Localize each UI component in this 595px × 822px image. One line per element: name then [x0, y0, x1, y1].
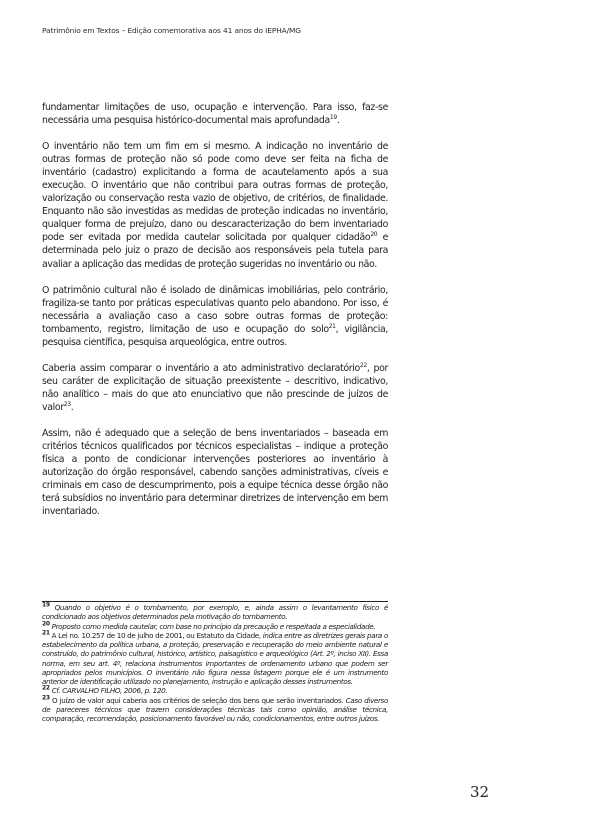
footnote-text: O juízo de valor aqui caberia aos critérios de seleção dos bens que serão inventariados. [49, 695, 346, 705]
paragraph-text: . [70, 401, 74, 413]
footnote [42, 631, 388, 687]
footnote-text-italic: Caso diverso de pareceres técnicos que trazem considerações técnicas tais como opinião, análise técnica, comparação, recomendação, posicionamento favorável ou não, condicionamentos, entre outros juízos. [42, 695, 388, 723]
footnote-number: 23 [42, 694, 50, 702]
footnote-text: Cf. CARVALHO FILHO, 2006, p. 120. [49, 686, 168, 696]
paragraph-text: e determinada pelo juiz o prazo de decisão aos responsáveis pela tutela para avaliar a aplicação das medidas de proteção sugeridas no inventário ou não. [42, 232, 388, 270]
footnote-text-italic: indica entre as diretrizes gerais para o estabelecimento da política urbana, a proteção, preservação e recuperação do meio ambiente natural e construído, do patrimônio cultural, histórico, artístico, paisagístico e arqueológico (Art. 2º, inciso XII). Essa norma, em seu art. 4º, relaciona instrumentos importantes de ordenamento urbano que podem ser apropriados pelos municípios. O inventário não figura nessa listagem porque ele é um instrumento anterior de identificação utilizado no planejamento, instrução e aplicação desses instrumentos. [42, 630, 389, 686]
paragraph-text: O patrimônio cultural não é isolado de dinâmicas imobiliárias, pelo contrário, fragiliza-se tanto por práticas especulativas quanto pelo abandono. Por isso, é necessária a avaliação caso a caso sobre outras formas de proteção: tombamento, registro, limitação de uso e ocupação do solo [42, 284, 388, 335]
footnote-ref: 23 [63, 400, 71, 408]
paragraph [42, 427, 388, 518]
footnote-text: A Lei no. 10.257 de 10 de julho de 2001, ou Estatuto da Cidade, [49, 630, 263, 640]
paragraph [42, 101, 388, 127]
footnote-number: 21 [42, 629, 50, 637]
paragraph [42, 362, 388, 414]
footnote [42, 696, 388, 724]
paragraph [42, 140, 388, 270]
page-number: 32 [470, 783, 490, 801]
paragraph-text: O inventário não tem um fim em si mesmo. A indicação no inventário de outras formas de proteção não só pode como deve ser feita na ficha de inventário (cadastro) explicitando a forma de acautelamento após a sua execução. O inventário que não contribui para outras formas de proteção, valorização ou conservação resta vazio de objetivo, de critérios, de finalidade. Enquanto não são investidas as medidas de proteção indicadas no inventário, qualquer forma de prejuízo, dano ou descaracterização do bem inventariado pode ser evitada por medida cautelar solicitada por qualquer cidadão [42, 141, 388, 244]
footnotes [42, 603, 388, 723]
footnote-ref: 21 [328, 322, 336, 330]
footnote [42, 622, 388, 631]
paragraph [42, 284, 388, 349]
paragraph-text: fundamentar limitações de uso, ocupação e intervenção. Para isso, faz-se necessária uma pesquisa histórico-documental mais aprofundada [42, 102, 388, 127]
paragraph-text: , por seu caráter de explicitação de situação preexistente – descritivo, indicativo, não analítico – mais do que ato enunciativo que não prescinde de juízos de valor [42, 362, 388, 413]
footnote-ref: 22 [359, 361, 367, 369]
body-text [42, 101, 388, 531]
running-header: Patrimônio em Textos – Edição comemorativa aos 41 anos do IEPHA/MG [42, 26, 301, 35]
footnote-number: 20 [42, 620, 50, 628]
footnote-ref: 19 [329, 113, 337, 121]
paragraph-text: . [336, 115, 340, 127]
footnote [42, 686, 388, 695]
footnote-number: 22 [42, 684, 50, 692]
paragraph-text: , vigilância, pesquisa científica, pesquisa arqueológica, entre outros. [42, 323, 388, 348]
paragraph-text: Assim, não é adequado que a seleção de bens inventariados – baseada em critérios técnicos qualificados por técnicos especialistas – indique a proteção física a ponto de condicionar intervenções posteriores ao inventário à autorização do órgão responsável, cabendo sanções administrativas, cíveis e criminais em caso de descumprimento, pois a equipe técnica desse órgão não terá subsídios no inventário para determinar diretrizes de intervenção em bem inventariado. [42, 427, 388, 518]
paragraph-text: Caberia assim comparar o inventário a ato administrativo declaratório [42, 362, 360, 374]
footnote-divider [42, 601, 388, 602]
footnote [42, 603, 388, 622]
footnote-number: 19 [42, 601, 50, 609]
footnote-text: Quando o objetivo é o tombamento, por exemplo, e, ainda assim o levantamento físico é condicionado aos objetivos determinados pela motivação do tombamento. [42, 603, 388, 622]
footnote-ref: 20 [370, 231, 378, 239]
footnote-text: Proposto como medida cautelar, com base no princípio da precaução e respeitada a especialidade. [49, 621, 376, 631]
